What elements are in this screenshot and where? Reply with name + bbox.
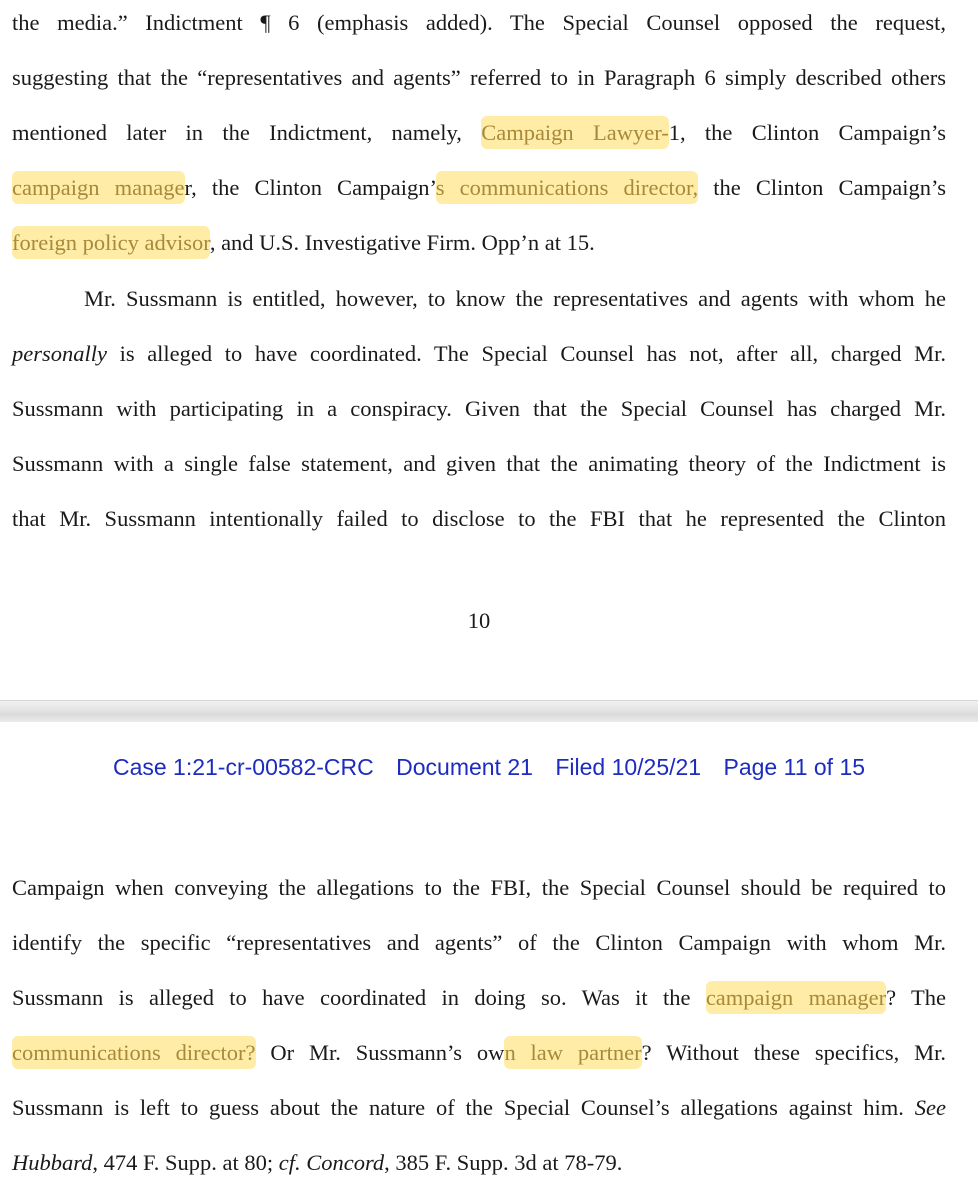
text-line: mentioned later in the Indictment, namely, Campaign Lawyer-1, the Clinton Campaign’s bbox=[12, 118, 946, 148]
page-indicator: Page 11 of 15 bbox=[723, 754, 866, 780]
text-line: suggesting that the “representatives and agents” referred to in Paragraph 6 simply described others bbox=[12, 65, 946, 90]
highlight: foreign policy advisor bbox=[12, 226, 210, 259]
highlight: Campaign Lawyer- bbox=[481, 116, 669, 149]
page-number: 10 bbox=[467, 608, 491, 633]
text-line: personally is alleged to have coordinated. The Special Counsel has not, after all, charged Mr. bbox=[12, 341, 946, 366]
text-line: Sussmann with a single false statement, and given that the animating theory of the Indictment is bbox=[12, 451, 946, 476]
case-number: Case 1:21-cr-00582-CRC bbox=[112, 754, 374, 780]
text-line: communications director? Or Mr. Sussmann’s own law partner? Without these specifics, Mr. bbox=[12, 1038, 946, 1068]
highlight: s communications director, bbox=[436, 171, 698, 204]
document-page-11 bbox=[0, 722, 978, 1200]
text-line: campaign manager, the Clinton Campaign’s communications director, the Clinton Campaign’s bbox=[12, 173, 946, 203]
text-line: Sussmann with participating in a conspiracy. Given that the Special Counsel has charged Mr. bbox=[12, 396, 946, 421]
text-line: Mr. Sussmann is entitled, however, to know the representatives and agents with whom he bbox=[84, 286, 946, 311]
highlight: n law partner bbox=[504, 1036, 641, 1069]
text-line: Sussmann is left to guess about the nature of the Special Counsel’s allegations against him. See bbox=[12, 1095, 946, 1120]
filed-date: Filed 10/25/21 bbox=[555, 754, 702, 780]
highlight: campaign manager bbox=[706, 981, 886, 1014]
page-separator bbox=[0, 700, 978, 724]
text-line: foreign policy advisor, and U.S. Investigative Firm. Opp’n at 15. bbox=[12, 228, 946, 258]
text-line: Campaign when conveying the allegations to the FBI, the Special Counsel should be required to bbox=[12, 875, 946, 900]
text-line: the media.” Indictment ¶ 6 (emphasis added). The Special Counsel opposed the request, bbox=[12, 10, 946, 35]
text-line: identify the specific “representatives and agents” of the Clinton Campaign with whom Mr. bbox=[12, 930, 946, 955]
text-line: Hubbard, 474 F. Supp. at 80; cf. Concord, 385 F. Supp. 3d at 78-79. bbox=[12, 1150, 623, 1175]
case-header bbox=[0, 752, 978, 782]
text-line: that Mr. Sussmann intentionally failed to disclose to the FBI that he represented the Clinton bbox=[12, 506, 946, 531]
highlight: communications director? bbox=[12, 1036, 256, 1069]
highlight: campaign manage bbox=[12, 171, 185, 204]
text-line: Sussmann is alleged to have coordinated in doing so. Was it the campaign manager? The bbox=[12, 983, 946, 1013]
document-number: Document 21 bbox=[396, 754, 533, 780]
